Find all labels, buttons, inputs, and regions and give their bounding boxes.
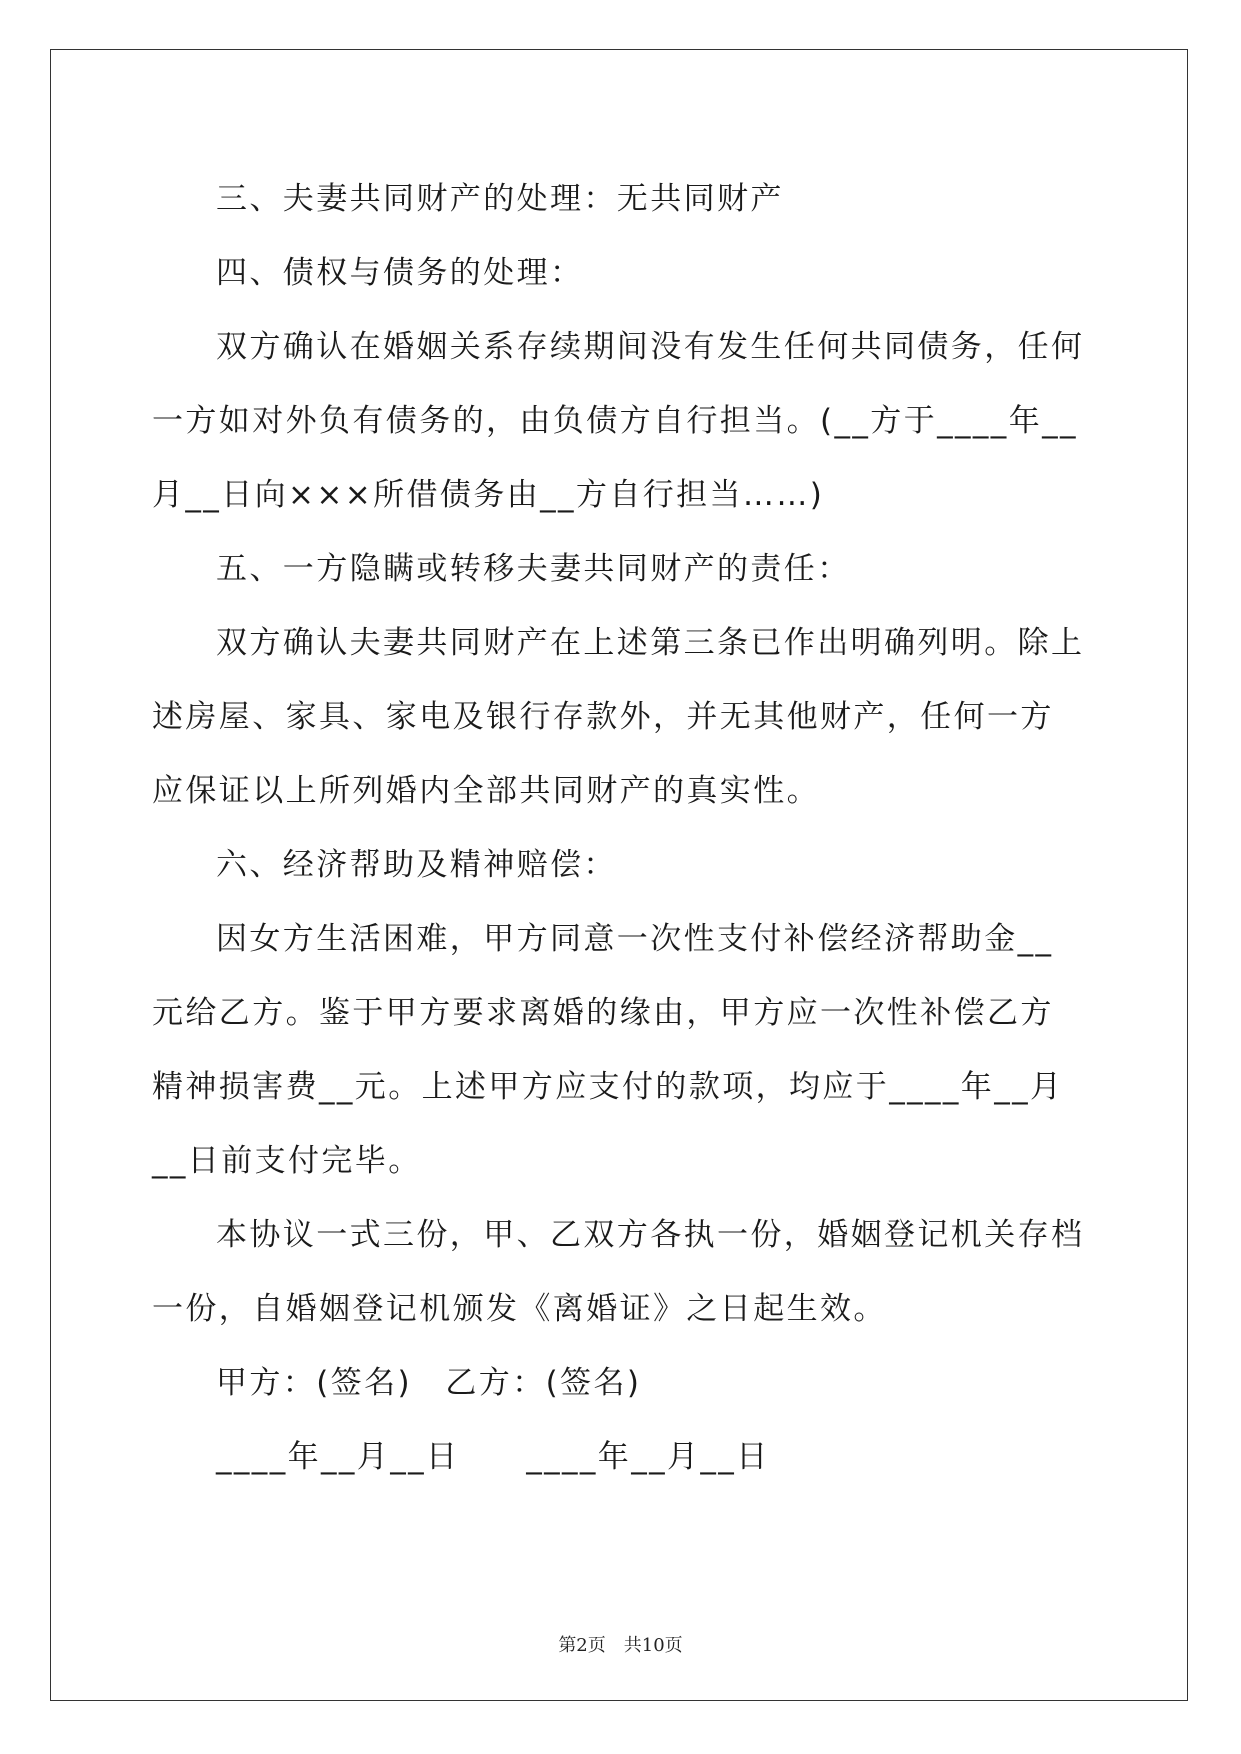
document-body <box>152 162 1086 1494</box>
section-five-heading: 五、一方隐瞒或转移夫妻共同财产的责任： <box>216 551 851 587</box>
section-three-heading: 三、夫妻共同财产的处理：无共同财产 <box>216 181 784 217</box>
date-line: ____年__月__日 ____年__月__日 <box>216 1439 770 1475</box>
page-number-footer: 第2页 共10页 <box>558 1635 683 1656</box>
section-five-body: 双方确认夫妻共同财产在上述第三条已作出明确列明。除上述房屋、家具、家电及银行存款外，并无其他财产，任何一方应保证以上所列婚内全部共同财产的真实性。 <box>152 625 1085 809</box>
agreement-copies-clause: 本协议一式三份，甲、乙双方各执一份，婚姻登记机关存档一份，自婚姻登记机颁发《离婚证》之日起生效。 <box>152 1217 1085 1327</box>
section-four-body: 双方确认在婚姻关系存续期间没有发生任何共同债务，任何一方如对外负有债务的，由负债方自行担当。(__方于____年__月__日向×××所借债务由__方自行担当……) <box>152 329 1085 513</box>
signature-line: 甲方：(签名) 乙方：(签名) <box>216 1365 642 1401</box>
section-six-heading: 六、经济帮助及精神赔偿： <box>216 847 617 883</box>
section-four-heading: 四、债权与债务的处理： <box>216 255 584 291</box>
section-six-body: 因女方生活困难，甲方同意一次性支付补偿经济帮助金__元给乙方。鉴于甲方要求离婚的缘由，甲方应一次性补偿乙方精神损害费__元。上述甲方应支付的款项，均应于____年__月__日前支付完毕。 <box>152 921 1064 1179</box>
